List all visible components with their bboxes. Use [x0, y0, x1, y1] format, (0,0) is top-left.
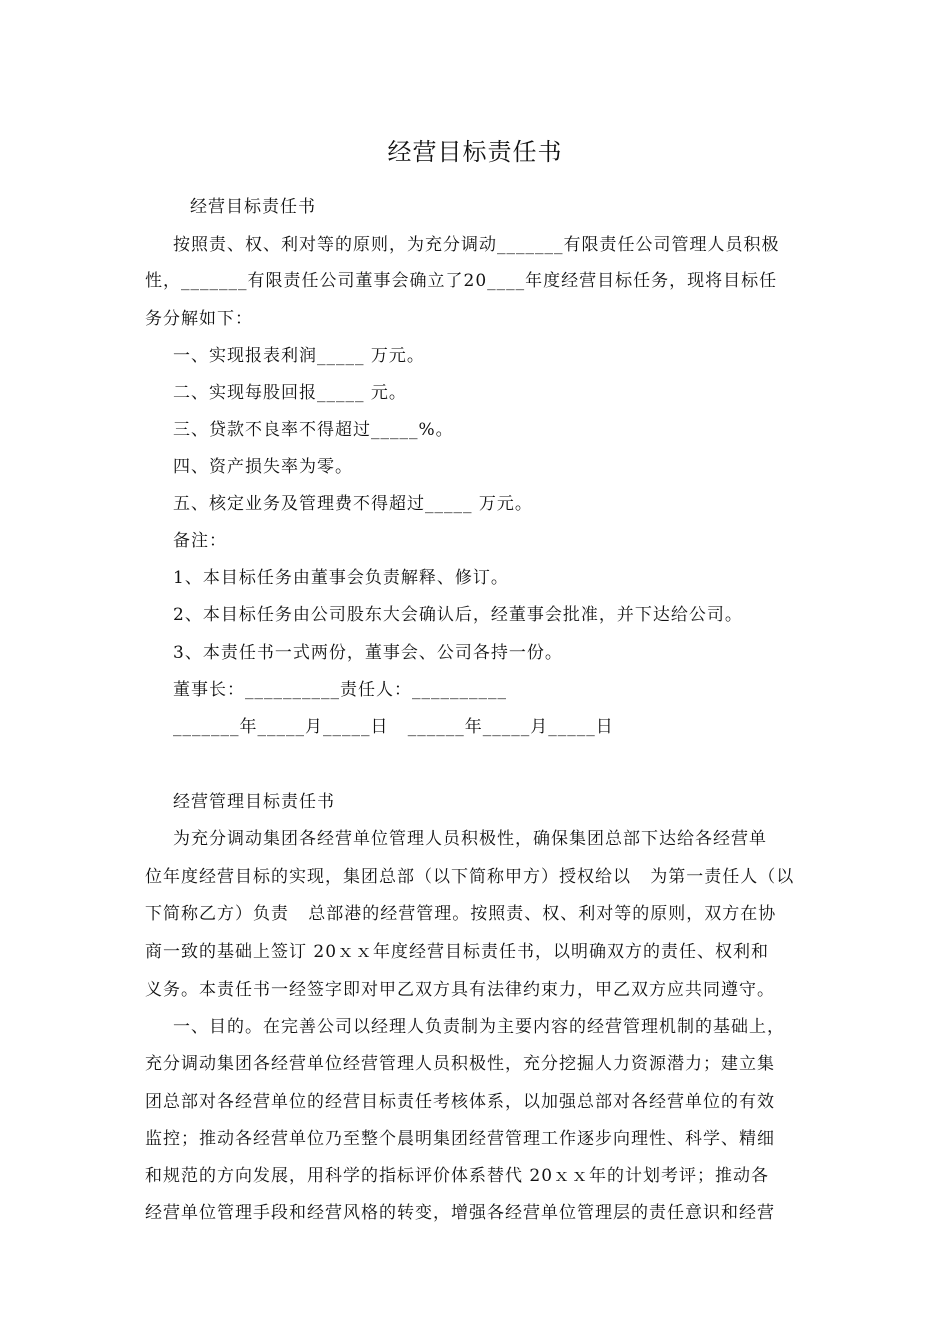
paragraph-line: 一、目的。在完善公司以经理人负责制为主要内容的经营管理机制的基础上，	[173, 1017, 785, 1037]
note-item: 2、本目标任务由公司股东大会确认后，经董事会批准，并下达给公司。	[173, 605, 743, 625]
date-line: _______年_____月_____日 ______年_____月_____日	[173, 717, 614, 737]
intro-line: 按照责、权、利对等的原则，为充分调动_______有限责任公司管理人员积极	[173, 235, 780, 255]
notes-label: 备注：	[173, 531, 227, 551]
paragraph-line: 义务。本责任书一经签字即对甲乙双方具有法律约束力，甲乙双方应共同遵守。	[145, 980, 775, 1000]
paragraph-line: 为充分调动集团各经营单位管理人员积极性，确保集团总部下达给各经营单	[173, 829, 767, 849]
paragraph-line: 团总部对各经营单位的经营目标责任考核体系，以加强总部对各经营单位的有效	[145, 1092, 775, 1112]
intro-line: 务分解如下：	[145, 309, 253, 329]
paragraph-line: 下简称乙方）负责 总部港的经营管理。按照责、权、利对等的原则，双方在协	[145, 904, 777, 924]
target-item: 五、核定业务及管理费不得超过_____ 万元。	[173, 494, 533, 514]
signature-line: 董事长：__________责任人：__________	[173, 680, 507, 700]
intro-line: 性，_______有限责任公司董事会确立了20____年度经营目标任务，现将目标任	[145, 271, 778, 291]
document-title: 经营目标责任书	[387, 138, 563, 166]
paragraph-line: 和规范的方向发展，用科学的指标评价体系替代 20ｘｘ年的计划考评；推动各	[145, 1166, 770, 1186]
note-item: 1、本目标任务由董事会负责解释、修订。	[173, 568, 509, 588]
paragraph-line: 经营单位管理手段和经营风格的转变，增强各经营单位管理层的责任意识和经营	[145, 1203, 775, 1223]
paragraph-line: 监控；推动各经营单位乃至整个晨明集团经营管理工作逐步向理性、科学、精细	[145, 1129, 775, 1149]
paragraph-line: 位年度经营目标的实现，集团总部（以下简称甲方）授权给以 为第一责任人（以	[145, 867, 795, 887]
target-item: 三、贷款不良率不得超过_____%。	[173, 420, 454, 440]
section1-heading: 经营目标责任书	[190, 197, 316, 217]
target-item: 二、实现每股回报_____ 元。	[173, 383, 407, 403]
target-item: 一、实现报表利润_____ 万元。	[173, 346, 425, 366]
target-item: 四、资产损失率为零。	[173, 457, 353, 477]
note-item: 3、本责任书一式两份，董事会、公司各持一份。	[173, 643, 563, 663]
section2-heading: 经营管理目标责任书	[173, 792, 335, 812]
paragraph-line: 充分调动集团各经营单位经营管理人员积极性，充分挖掘人力资源潜力；建立集	[145, 1054, 775, 1074]
paragraph-line: 商一致的基础上签订 20ｘｘ年度经营目标责任书，以明确双方的责任、权利和	[145, 942, 770, 962]
